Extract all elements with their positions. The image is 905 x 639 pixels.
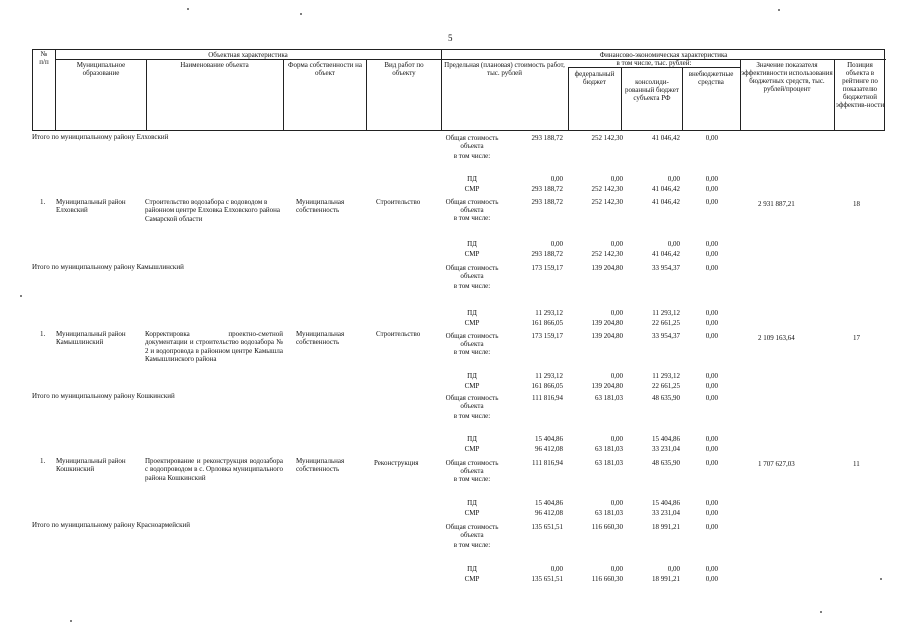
total-cost-label: Общая стоимость объекта — [445, 264, 499, 280]
total-federal: 116 660,30 — [591, 523, 623, 531]
item-total-federal: 63 181,03 — [595, 459, 623, 467]
item-total-federal: 139 204,80 — [591, 332, 623, 340]
header-no: № п/п — [39, 50, 49, 66]
pd-label: ПД — [467, 175, 477, 183]
pd-cost: 0,00 — [550, 240, 563, 248]
item-total-cost: 293 188,72 — [531, 198, 563, 206]
header-federal: федеральный бюджет — [574, 70, 615, 86]
section-total-label: Итого по муниципальному району Кошкинский — [32, 392, 175, 400]
total-extrabudget: 0,00 — [705, 264, 718, 272]
item-work-type: Строительство — [376, 198, 421, 206]
pd-federal: 0,00 — [610, 565, 623, 573]
scan-speck — [70, 620, 72, 622]
page-number: 5 — [448, 33, 453, 43]
pd-label: ПД — [467, 499, 477, 507]
total-cost-label: Общая стоимость объекта — [445, 134, 499, 150]
pd-federal: 0,00 — [610, 240, 623, 248]
pd-consolidated: 15 404,86 — [652, 499, 680, 507]
smr-extrabudget: 0,00 — [705, 185, 718, 193]
smr-cost: 293 188,72 — [531, 250, 563, 258]
smr-cost: 161 866,05 — [531, 382, 563, 390]
total-extrabudget: 0,00 — [705, 394, 718, 402]
item-total-extrabudget: 0,00 — [705, 459, 718, 467]
total-cost: 293 188,72 — [531, 134, 563, 142]
pd-cost: 0,00 — [550, 565, 563, 573]
item-work-type: Строительство — [376, 330, 421, 338]
pd-label: ПД — [467, 372, 477, 380]
item-efficiency: 1 707 627,03 — [758, 460, 795, 468]
incl-label: в том числе: — [453, 412, 491, 420]
header-object-name: Наименование объекта — [180, 61, 249, 69]
pd-federal: 0,00 — [610, 309, 623, 317]
smr-consolidated: 41 046,42 — [652, 185, 680, 193]
pd-label: ПД — [467, 240, 477, 248]
pd-label: ПД — [467, 309, 477, 317]
item-efficiency: 2 109 163,64 — [758, 334, 795, 342]
item-total-label: Общая стоимость объекта — [445, 198, 499, 214]
smr-label: СМР — [464, 319, 480, 327]
smr-consolidated: 22 661,25 — [652, 319, 680, 327]
incl-label: в том числе: — [453, 152, 491, 160]
header-fin-char: Финансово-экономическая характеристика — [599, 51, 728, 59]
header-ownership: Форма собственности на объект — [287, 61, 363, 77]
pd-consolidated: 0,00 — [667, 175, 680, 183]
item-total-extrabudget: 0,00 — [705, 198, 718, 206]
total-cost: 135 651,51 — [531, 523, 563, 531]
item-position: 18 — [853, 200, 860, 208]
pd-federal: 0,00 — [610, 499, 623, 507]
item-ownership: Муниципальная собственность — [296, 457, 345, 474]
item-no: 1. — [40, 198, 46, 206]
total-federal: 139 204,80 — [591, 264, 623, 272]
item-municipality: Муниципальный район Кошкинский — [56, 457, 126, 474]
smr-cost: 293 188,72 — [531, 185, 563, 193]
header-cost: Предельная (плановая) стоимость работ, тыс. рублей — [444, 61, 565, 77]
header-object-char: Объектная характеристика — [208, 51, 288, 59]
pd-extrabudget: 0,00 — [705, 309, 718, 317]
item-no: 1. — [40, 457, 46, 465]
pd-federal: 0,00 — [610, 175, 623, 183]
total-cost: 111 816,94 — [532, 394, 563, 402]
pd-federal: 0,00 — [610, 372, 623, 380]
pd-label: ПД — [467, 435, 477, 443]
item-municipality: Муниципальный район Камышлинский — [56, 330, 126, 347]
smr-consolidated: 18 991,21 — [652, 575, 680, 583]
pd-cost: 15 404,86 — [535, 435, 563, 443]
smr-extrabudget: 0,00 — [705, 509, 718, 517]
smr-extrabudget: 0,00 — [705, 382, 718, 390]
smr-extrabudget: 0,00 — [705, 250, 718, 258]
section-total-label: Итого по муниципальному району Елховский — [32, 133, 169, 141]
item-total-consolidated: 33 954,37 — [652, 332, 680, 340]
pd-consolidated: 11 293,12 — [652, 372, 680, 380]
smr-federal: 139 204,80 — [591, 382, 623, 390]
smr-consolidated: 22 661,25 — [652, 382, 680, 390]
pd-extrabudget: 0,00 — [705, 240, 718, 248]
smr-label: СМР — [464, 382, 480, 390]
smr-cost: 96 412,08 — [535, 445, 563, 453]
scan-speck — [820, 611, 822, 613]
item-efficiency: 2 931 887,21 — [758, 200, 795, 208]
smr-extrabudget: 0,00 — [705, 319, 718, 327]
smr-consolidated: 33 231,04 — [652, 445, 680, 453]
pd-extrabudget: 0,00 — [705, 435, 718, 443]
header-efficiency: Значение показателя эффективности использования бюджетных средств, тыс. рублей/процент — [741, 61, 833, 93]
smr-consolidated: 33 231,04 — [652, 509, 680, 517]
total-cost: 173 159,17 — [531, 264, 563, 272]
total-consolidated: 48 635,90 — [652, 394, 680, 402]
smr-federal: 252 142,30 — [591, 185, 623, 193]
item-ownership: Муниципальная собственность — [296, 330, 345, 347]
item-position: 17 — [853, 334, 860, 342]
pd-cost: 11 293,12 — [535, 309, 563, 317]
smr-cost: 161 866,05 — [531, 319, 563, 327]
smr-extrabudget: 0,00 — [705, 575, 718, 583]
header-extrabudget: внебюджетные средства — [688, 70, 734, 86]
pd-consolidated: 0,00 — [667, 565, 680, 573]
pd-extrabudget: 0,00 — [705, 175, 718, 183]
scan-speck — [187, 8, 189, 10]
header-position: Позиция объекта в рейтинге по показателю бюджетной эффектив-ности — [835, 61, 885, 109]
incl-label: в том числе: — [453, 541, 491, 549]
item-object-name: Корректировка проектно-сметной документации и строительство водозабора № 2 и водопровода в районном центре Камышла Камышлинского района — [145, 330, 283, 363]
incl-label: в том числе: — [453, 282, 491, 290]
smr-federal: 252 142,30 — [591, 250, 623, 258]
smr-cost: 135 651,51 — [531, 575, 563, 583]
total-federal: 252 142,30 — [591, 134, 623, 142]
item-total-label: Общая стоимость объекта — [445, 459, 499, 475]
item-incl-label: в том числе: — [453, 214, 491, 222]
pd-consolidated: 11 293,12 — [652, 309, 680, 317]
item-object-name: Строительство водозабора с водоводом в районном центре Елховка Елховского района Самарской области — [145, 198, 281, 223]
smr-label: СМР — [464, 185, 480, 193]
total-cost-label: Общая стоимость объекта — [445, 523, 499, 539]
item-municipality: Муниципальный район Елховский — [56, 198, 126, 215]
scan-speck — [20, 295, 22, 297]
pd-extrabudget: 0,00 — [705, 499, 718, 507]
pd-cost: 15 404,86 — [535, 499, 563, 507]
pd-extrabudget: 0,00 — [705, 372, 718, 380]
item-total-cost: 173 159,17 — [531, 332, 563, 340]
item-total-consolidated: 41 046,42 — [652, 198, 680, 206]
section-total-label: Итого по муниципальному району Камышлинский — [32, 263, 184, 271]
total-extrabudget: 0,00 — [705, 523, 718, 531]
item-incl-label: в том числе: — [453, 475, 491, 483]
total-extrabudget: 0,00 — [705, 134, 718, 142]
header-municipality: Муниципальное образование — [76, 61, 126, 77]
item-no: 1. — [40, 330, 46, 338]
header-incl: в том числе, тыс. рублей: — [616, 59, 692, 67]
smr-consolidated: 41 046,42 — [652, 250, 680, 258]
pd-consolidated: 0,00 — [667, 240, 680, 248]
smr-federal: 63 181,03 — [595, 509, 623, 517]
smr-label: СМР — [464, 575, 480, 583]
item-total-cost: 111 816,94 — [532, 459, 563, 467]
item-total-federal: 252 142,30 — [591, 198, 623, 206]
smr-federal: 63 181,03 — [595, 445, 623, 453]
pd-cost: 0,00 — [550, 175, 563, 183]
item-total-label: Общая стоимость объекта — [445, 332, 499, 348]
scan-speck — [300, 13, 302, 15]
pd-extrabudget: 0,00 — [705, 565, 718, 573]
item-position: 11 — [853, 460, 860, 468]
item-work-type: Реконструкция — [374, 459, 419, 467]
total-consolidated: 41 046,42 — [652, 134, 680, 142]
smr-label: СМР — [464, 509, 480, 517]
header-work-type: Вид работ по объекту — [384, 61, 424, 77]
header-consolidated: консолиди-рованный бюджет субъекта РФ — [625, 78, 679, 102]
total-cost-label: Общая стоимость объекта — [445, 394, 499, 410]
table-header — [32, 49, 885, 131]
smr-extrabudget: 0,00 — [705, 445, 718, 453]
item-object-name: Проектирование и реконструкция водозабора с водопроводом в с. Орловка муниципального района Кошкинский — [145, 457, 283, 482]
total-consolidated: 18 991,21 — [652, 523, 680, 531]
item-total-extrabudget: 0,00 — [705, 332, 718, 340]
pd-label: ПД — [467, 565, 477, 573]
smr-label: СМР — [464, 250, 480, 258]
item-ownership: Муниципальная собственность — [296, 198, 345, 215]
section-total-label: Итого по муниципальному району Красноармейский — [32, 521, 191, 529]
item-incl-label: в том числе: — [453, 348, 491, 356]
item-total-consolidated: 48 635,90 — [652, 459, 680, 467]
scan-speck — [880, 578, 882, 580]
total-consolidated: 33 954,37 — [652, 264, 680, 272]
pd-federal: 0,00 — [610, 435, 623, 443]
smr-federal: 139 204,80 — [591, 319, 623, 327]
scan-speck — [778, 9, 780, 11]
smr-label: СМР — [464, 445, 480, 453]
pd-cost: 11 293,12 — [535, 372, 563, 380]
smr-cost: 96 412,08 — [535, 509, 563, 517]
total-federal: 63 181,03 — [595, 394, 623, 402]
pd-consolidated: 15 404,86 — [652, 435, 680, 443]
smr-federal: 116 660,30 — [591, 575, 623, 583]
